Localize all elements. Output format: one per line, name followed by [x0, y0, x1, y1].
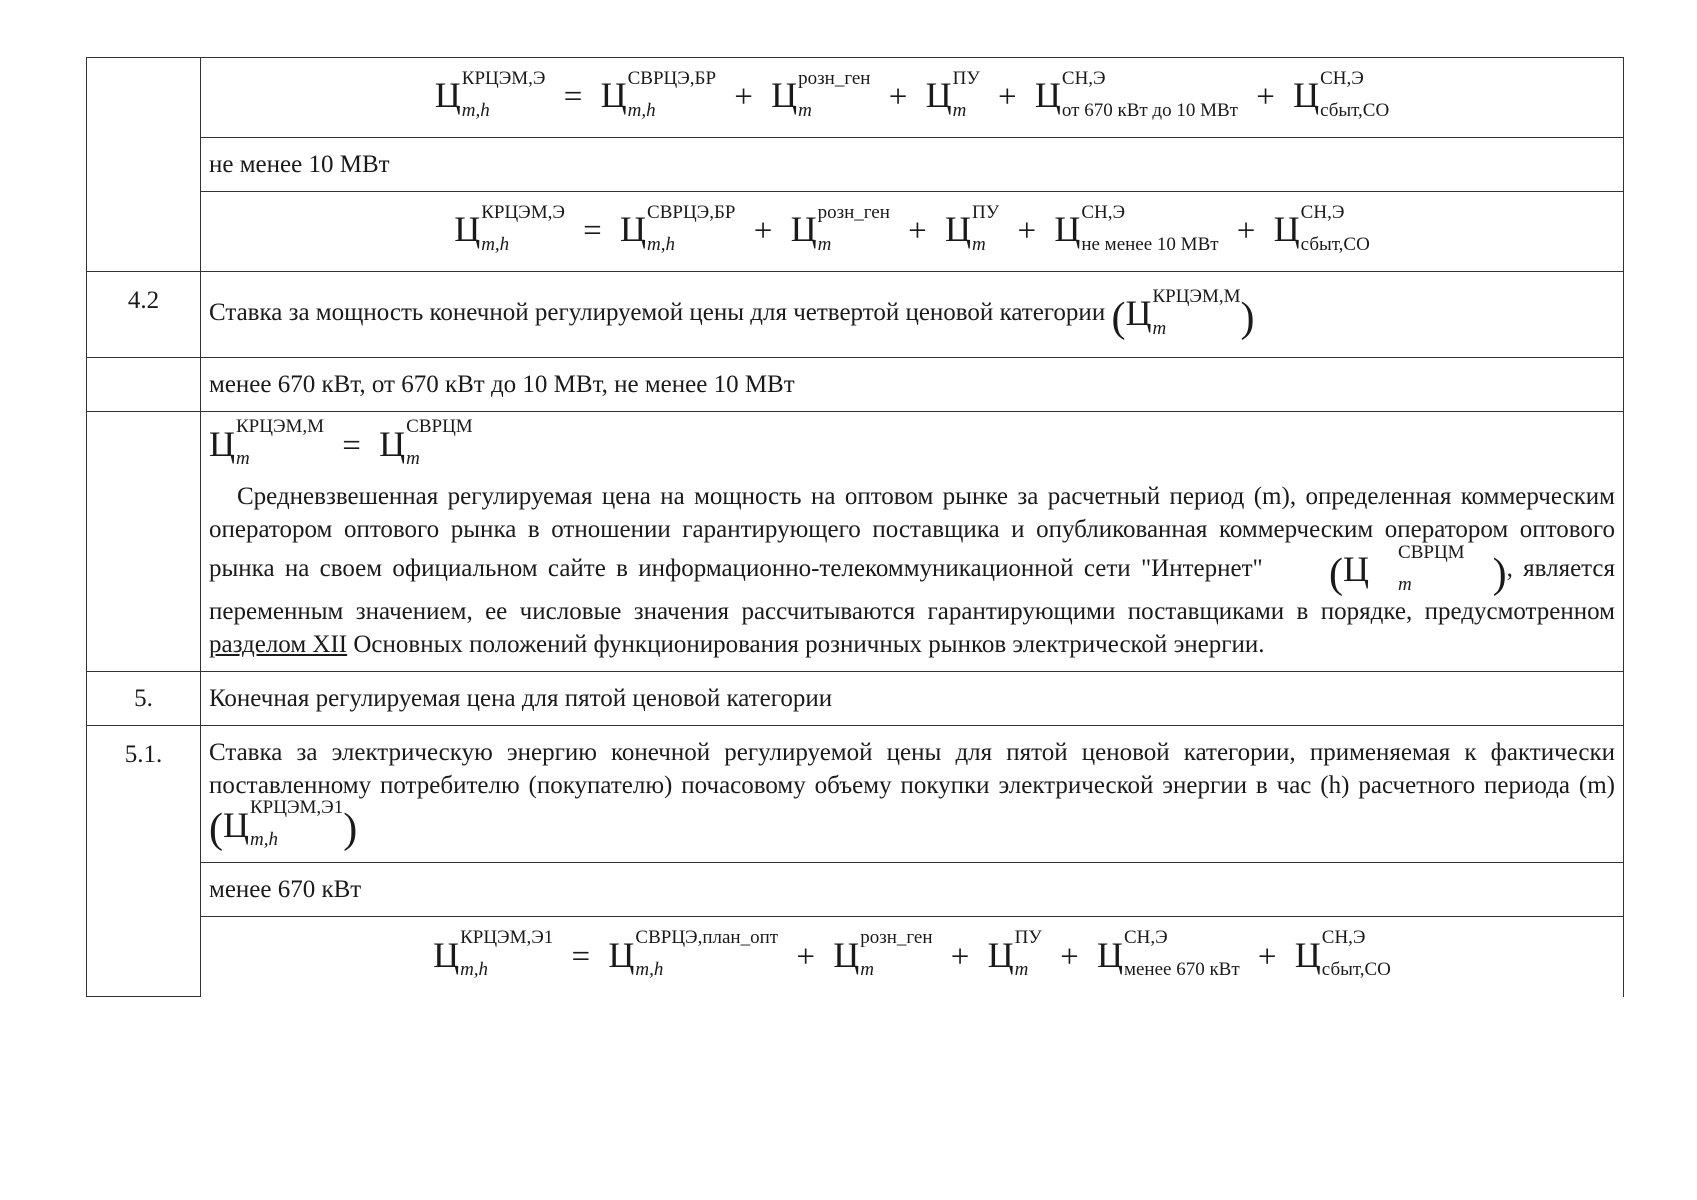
text-cell: Конечная регулируемая цена для пятой ценовой категории	[201, 671, 1624, 725]
row-description: Ставка за мощность конечной регулируемой цены для четвертой ценовой категории	[209, 299, 1106, 327]
table-row	[87, 58, 1624, 138]
inline-formula: (Ц КРЦЭМ,Э1 m,h )	[209, 797, 358, 853]
number-cell	[87, 358, 201, 412]
formula-capacity-price: Ц КРЦЭМ,М m = Ц СВРЦМ m	[209, 416, 473, 470]
text-cell: менее 670 кВт	[201, 863, 1624, 917]
row-description: Ставка за электрическую энергию конечной регулируемой цены для пятой ценовой категории, применяемая к фактически поставленному потребителю (покупателю) почасовому объему покупки электрической энергии в час (h) расчетного периода (m)	[209, 738, 1615, 799]
formula-cell	[201, 192, 1624, 272]
formula-price-energy-670-10: Ц КРЦЭМ,Э m,h = Ц СВРЦЭ,БР m,h + Ц розн_ген m + Ц ПУ m + Ц СН,Э от 670 кВт до 10 МВт + Ц СН,Э сбыт,СО	[434, 67, 1390, 121]
table-row	[87, 917, 1624, 997]
inline-formula: (Ц КРЦЭМ,М m )	[1111, 285, 1255, 341]
table-row	[87, 358, 1624, 412]
formula-cell	[201, 58, 1624, 138]
text-cell: менее 670 кВт, от 670 кВт до 10 МВт, не менее 10 МВт	[201, 358, 1624, 412]
table-row	[87, 412, 1624, 672]
row-number: 5.	[87, 671, 201, 725]
formula-price-energy-fifth: Ц КРЦЭМ,Э1 m,h = Ц СВРЦЭ,план_опт m,h + Ц розн_ген m + Ц ПУ m + Ц СН,Э менее 670 кВт + Ц СН,Э сбыт,СО	[433, 927, 1391, 981]
table-row	[87, 272, 1624, 358]
table-row	[87, 725, 1624, 862]
text-cell	[201, 272, 1624, 358]
row-number: 5.1.	[87, 725, 201, 996]
text-cell	[201, 725, 1624, 862]
text-cell: не менее 10 МВт	[201, 138, 1624, 192]
table-row	[87, 863, 1624, 917]
row-number: 4.2	[87, 272, 201, 358]
table-row	[87, 192, 1624, 272]
number-cell	[87, 58, 201, 272]
table-row	[87, 671, 1624, 725]
section-link[interactable]: разделом XII	[209, 630, 348, 658]
number-cell	[87, 412, 201, 672]
definition-paragraph: Средневзвешенная регулируемая цена на мощность на оптовом рынке за расчетный период (m), определенная коммерческим оператором оптового рынка в отношении гарантирующего поставщика и опубликованная коммерческим оператором оптового рынка на своем официальном сайте в информационно-телекоммуникационной сети "Интернет" (Ц СВРЦМ m ), является переменным значением, ее числовые значения рассчитываются гарантирующими поставщиками в порядке, предусмотренном разделом XII Основных положений функционирования розничных рынков электрической энергии.	[209, 483, 1616, 658]
inline-formula: (Ц СВРЦМ m )	[1329, 541, 1507, 597]
table-row	[87, 138, 1624, 192]
formula-price-energy-10mw: Ц КРЦЭМ,Э m,h = Ц СВРЦЭ,БР m,h + Ц розн_ген m + Ц ПУ m + Ц СН,Э не менее 10 МВт + Ц СН,Э сбыт,СО	[454, 201, 1370, 255]
tariff-table	[86, 57, 1624, 997]
formula-cell	[201, 917, 1624, 997]
text-cell	[201, 412, 1624, 672]
